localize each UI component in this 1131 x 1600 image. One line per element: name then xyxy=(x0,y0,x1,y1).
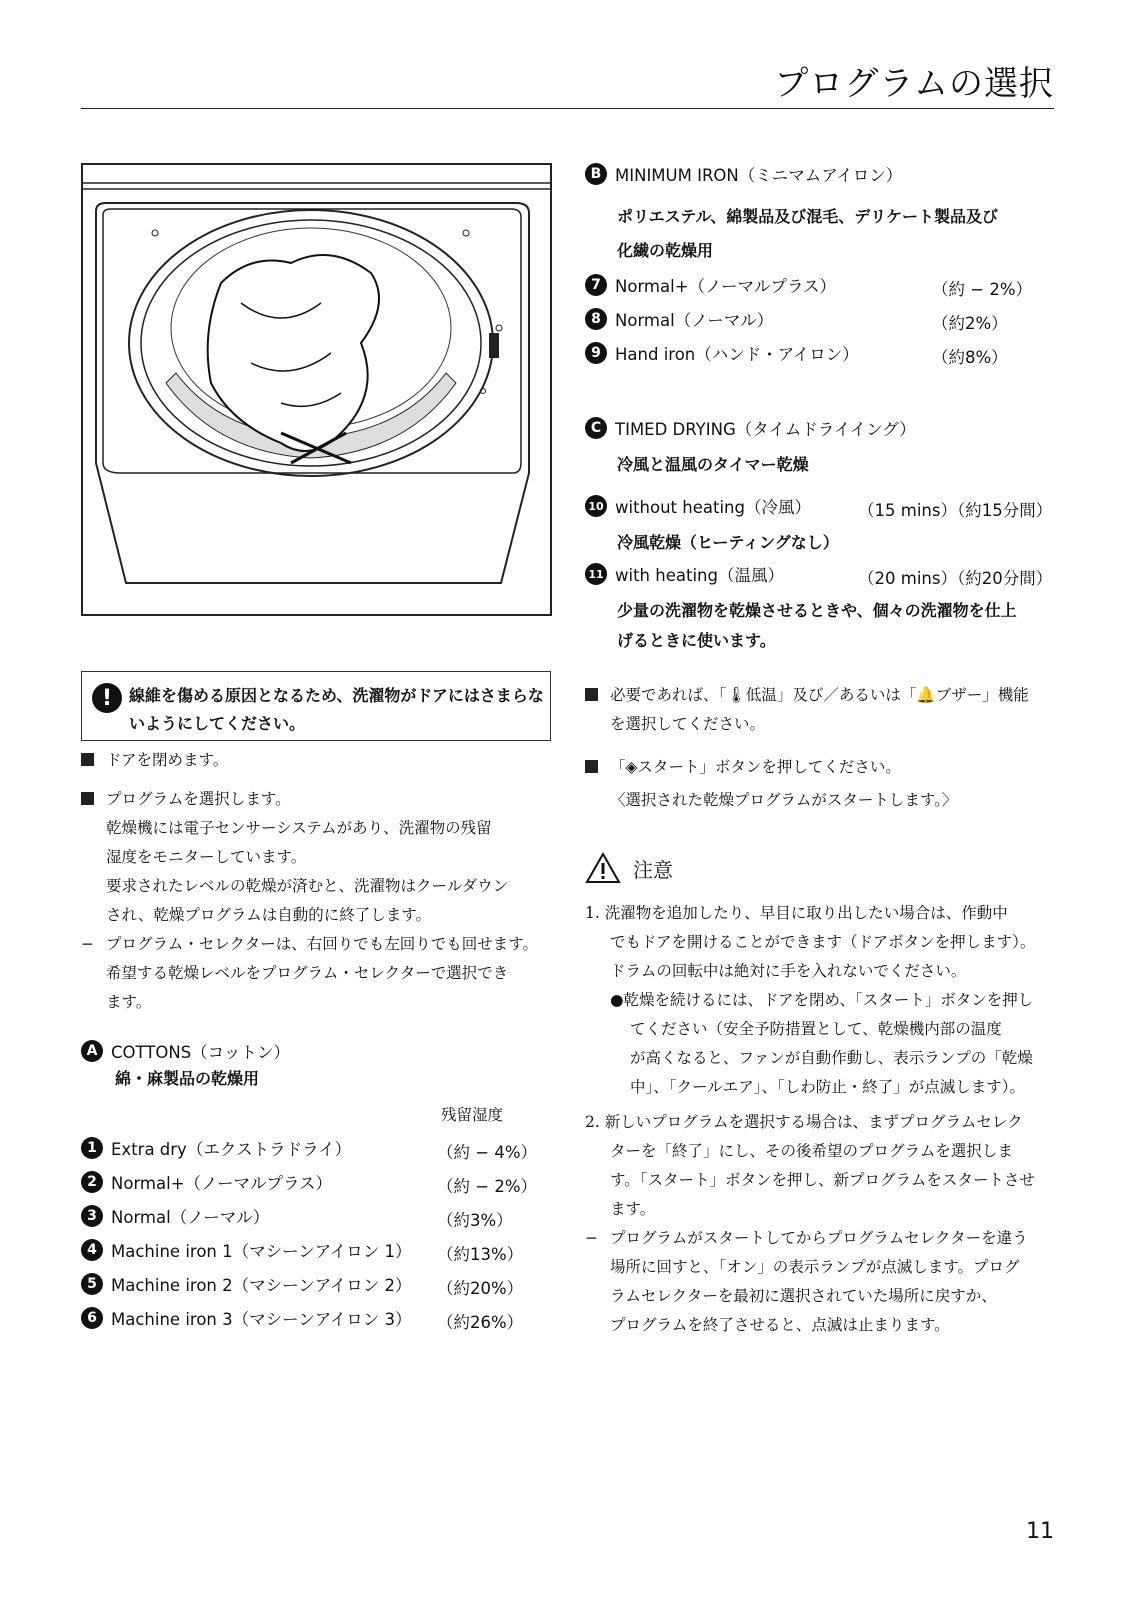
program-number-badge: 1 xyxy=(81,1137,103,1159)
warning-box xyxy=(81,671,551,741)
program-label: Normal（ノーマル） xyxy=(615,311,774,330)
warning-text: 線維を傷める原因となるため、洗濯物がドアにはさまらないようにしてください。 xyxy=(129,686,544,733)
program-number-badge: 5 xyxy=(81,1273,103,1295)
step-close-door: ドアを閉めます。 xyxy=(81,746,551,775)
caution-dash-note: − プログラムがスタートしてからプログラムセレクターを違う xyxy=(585,1229,1028,1247)
page-number: 11 xyxy=(1026,1519,1054,1544)
program-label: Hand iron（ハンド・アイロン） xyxy=(615,345,859,364)
program-number-badge: 4 xyxy=(81,1239,103,1261)
program-label: with heating（温風） xyxy=(615,566,784,585)
caution-1-line-2: でもドアを開けることができます（ドアボタンを押します）。 xyxy=(610,933,1036,951)
program-label: Normal（ノーマル） xyxy=(111,1208,270,1227)
bullet-square-icon xyxy=(585,760,598,773)
program-number-badge: 9 xyxy=(585,342,607,364)
section-c-desc: 冷風と温風のタイマー乾燥 xyxy=(617,455,809,474)
program-item-10 xyxy=(585,494,811,518)
warning-triangle-icon xyxy=(585,852,621,884)
section-b-desc xyxy=(617,200,998,268)
program-item-1 xyxy=(81,1136,351,1160)
program-number-badge: 11 xyxy=(585,563,607,585)
caution-dash-3: ラムセレクターを最初に選択されていた場所に戻すか、 xyxy=(610,1287,997,1305)
program-value: （約 − 2%） xyxy=(437,1177,537,1196)
section-c-name: TIMED DRYING（タイムドライイング） xyxy=(615,420,916,439)
program-11-note-1: 少量の洗濯物を乾燥させるときや、個々の洗濯物を仕上 xyxy=(617,601,1017,620)
program-label: Normal+（ノーマルプラス） xyxy=(615,277,837,296)
program-value: （約3%） xyxy=(437,1211,513,1230)
program-number-badge: 7 xyxy=(585,274,607,296)
program-item-7 xyxy=(585,273,836,297)
bullet-square-icon xyxy=(81,792,94,805)
section-b-desc-1: ポリエステル、綿製品及び混毛、デリケート製品及び xyxy=(617,207,998,226)
dryer-door-illustration xyxy=(81,163,552,616)
function-step: 必要であれば、「🌡低温」及び／あるいは「🔔ブザー」機能 xyxy=(585,681,1055,710)
caution-1-bullet-2: てください（安全予防措置として、乾燥機内部の温度 xyxy=(630,1020,1002,1038)
program-number-badge: 3 xyxy=(81,1205,103,1227)
caution-1-line-1: 1. 洗濯物を追加したり、早目に取り出したい場合は、作動中 xyxy=(585,904,1008,922)
caution-heading xyxy=(585,852,673,884)
page-title: プログラムの選択 xyxy=(774,64,1054,104)
program-number-badge: 10 xyxy=(585,495,607,517)
program-value: （20 mins）（約20分間） xyxy=(858,569,1053,588)
function-step-2: を選択してください。 xyxy=(610,715,766,733)
program-item-3 xyxy=(81,1204,269,1228)
step-select-program: プログラムを選択します。 xyxy=(81,785,551,814)
caution-title: 注意 xyxy=(633,857,673,882)
caution-1-bullet-1: ●乾燥を続けるには、ドアを閉め、「スタート」ボタンを押し xyxy=(610,991,1034,1009)
caution-2-line-2: ターを「終了」にし、その後希望のプログラムを選択しま xyxy=(610,1142,1013,1160)
program-item-8 xyxy=(585,307,773,331)
start-step: 「◈スタート」ボタンを押してください。 xyxy=(585,753,1055,782)
program-label: without heating（冷風） xyxy=(615,498,811,517)
program-label: Extra dry（エクストラドライ） xyxy=(111,1140,352,1159)
program-value: （約8%） xyxy=(932,348,1008,367)
program-value: （約2%） xyxy=(932,314,1008,333)
program-11-note xyxy=(617,596,1017,656)
caution-1-line-3: ドラムの回転中は絶対に手を入れないでください。 xyxy=(610,962,967,980)
exclamation-icon: ! xyxy=(92,683,122,713)
program-item-4 xyxy=(81,1238,412,1262)
bullet-square-icon xyxy=(585,688,598,701)
caution-dash-2: 場所に回すと、「オン」の表示ランプが点滅します。プログ xyxy=(610,1258,1020,1276)
program-number-badge: 2 xyxy=(81,1171,103,1193)
section-b-name: MINIMUM IRON（ミニマムアイロン） xyxy=(615,166,903,185)
section-b-heading xyxy=(585,162,902,186)
start-step-note: 〈選択された乾燥プログラムがスタートします。〉 xyxy=(610,791,958,809)
program-label: Machine iron 3（マシーンアイロン 3） xyxy=(111,1310,412,1329)
caution-2-line-4: ます。 xyxy=(610,1200,656,1218)
program-label: Machine iron 2（マシーンアイロン 2） xyxy=(111,1276,412,1295)
section-c-badge: C xyxy=(585,417,607,439)
moisture-header: 残留湿度 xyxy=(441,1106,504,1124)
program-value: （約 − 4%） xyxy=(437,1143,537,1162)
right-instructions xyxy=(585,681,1055,815)
caution-dash-4: プログラムを終了させると、点滅は止まります。 xyxy=(610,1316,950,1334)
program-item-2 xyxy=(81,1170,332,1194)
cooldown-text-2: され、乾燥プログラムは自動的に終了します。 xyxy=(106,906,432,924)
title-rule xyxy=(81,108,1054,109)
program-value: （約13%） xyxy=(437,1245,524,1264)
program-value: （約26%） xyxy=(437,1313,524,1332)
section-a-heading xyxy=(81,1039,290,1063)
selector-note-3: ます。 xyxy=(106,993,152,1011)
section-b-badge: B xyxy=(585,163,607,185)
program-10-note: 冷風乾燥（ヒーティングなし） xyxy=(617,533,839,552)
program-value: （約 − 2%） xyxy=(932,280,1032,299)
program-item-5 xyxy=(81,1272,412,1296)
selector-note: − プログラム・セレクターは、右回りでも左回りでも回せます。 xyxy=(81,935,538,953)
caution-text xyxy=(585,899,1065,1340)
section-c-heading xyxy=(585,416,916,440)
caution-1-bullet-3: が高くなると、ファンが自動作動し、表示ランプの「乾燥 xyxy=(630,1049,1033,1067)
sensor-text-2: 湿度をモニターしています。 xyxy=(106,848,307,866)
section-b-desc-2: 化繊の乾燥用 xyxy=(617,241,714,260)
program-number-badge: 6 xyxy=(81,1307,103,1329)
program-number-badge: 8 xyxy=(585,308,607,330)
bullet-square-icon xyxy=(81,753,94,766)
selector-note-2: 希望する乾燥レベルをプログラム・セレクターで選択でき xyxy=(106,964,509,982)
program-item-9 xyxy=(585,341,859,365)
program-value: （15 mins）（約15分間） xyxy=(858,501,1053,520)
caution-1-bullet-4: 中」、「クールエア」、「しわ防止・終了」が点滅します）。 xyxy=(630,1078,1025,1096)
cooldown-text-1: 要求されたレベルの乾燥が済むと、洗濯物はクールダウン xyxy=(106,877,509,895)
sensor-text-1: 乾燥機には電子センサーシステムがあり、洗濯物の残留 xyxy=(106,819,492,837)
section-a-desc: 綿・麻製品の乾燥用 xyxy=(115,1069,260,1088)
program-item-6 xyxy=(81,1306,412,1330)
section-a-name: COTTONS（コットン） xyxy=(111,1043,290,1062)
program-label: Normal+（ノーマルプラス） xyxy=(111,1174,333,1193)
section-a-badge: A xyxy=(81,1040,103,1062)
caution-2-line-1: 2. 新しいプログラムを選択する場合は、まずプログラムセレク xyxy=(585,1113,1023,1131)
program-value: （約20%） xyxy=(437,1279,524,1298)
caution-2-line-3: す。「スタート」ボタンを押し、新プログラムをスタートさせ xyxy=(610,1171,1035,1189)
program-11-note-2: げるときに使います。 xyxy=(617,631,776,650)
left-instructions xyxy=(81,746,551,1017)
program-item-11 xyxy=(585,562,784,586)
program-label: Machine iron 1（マシーンアイロン 1） xyxy=(111,1242,412,1261)
